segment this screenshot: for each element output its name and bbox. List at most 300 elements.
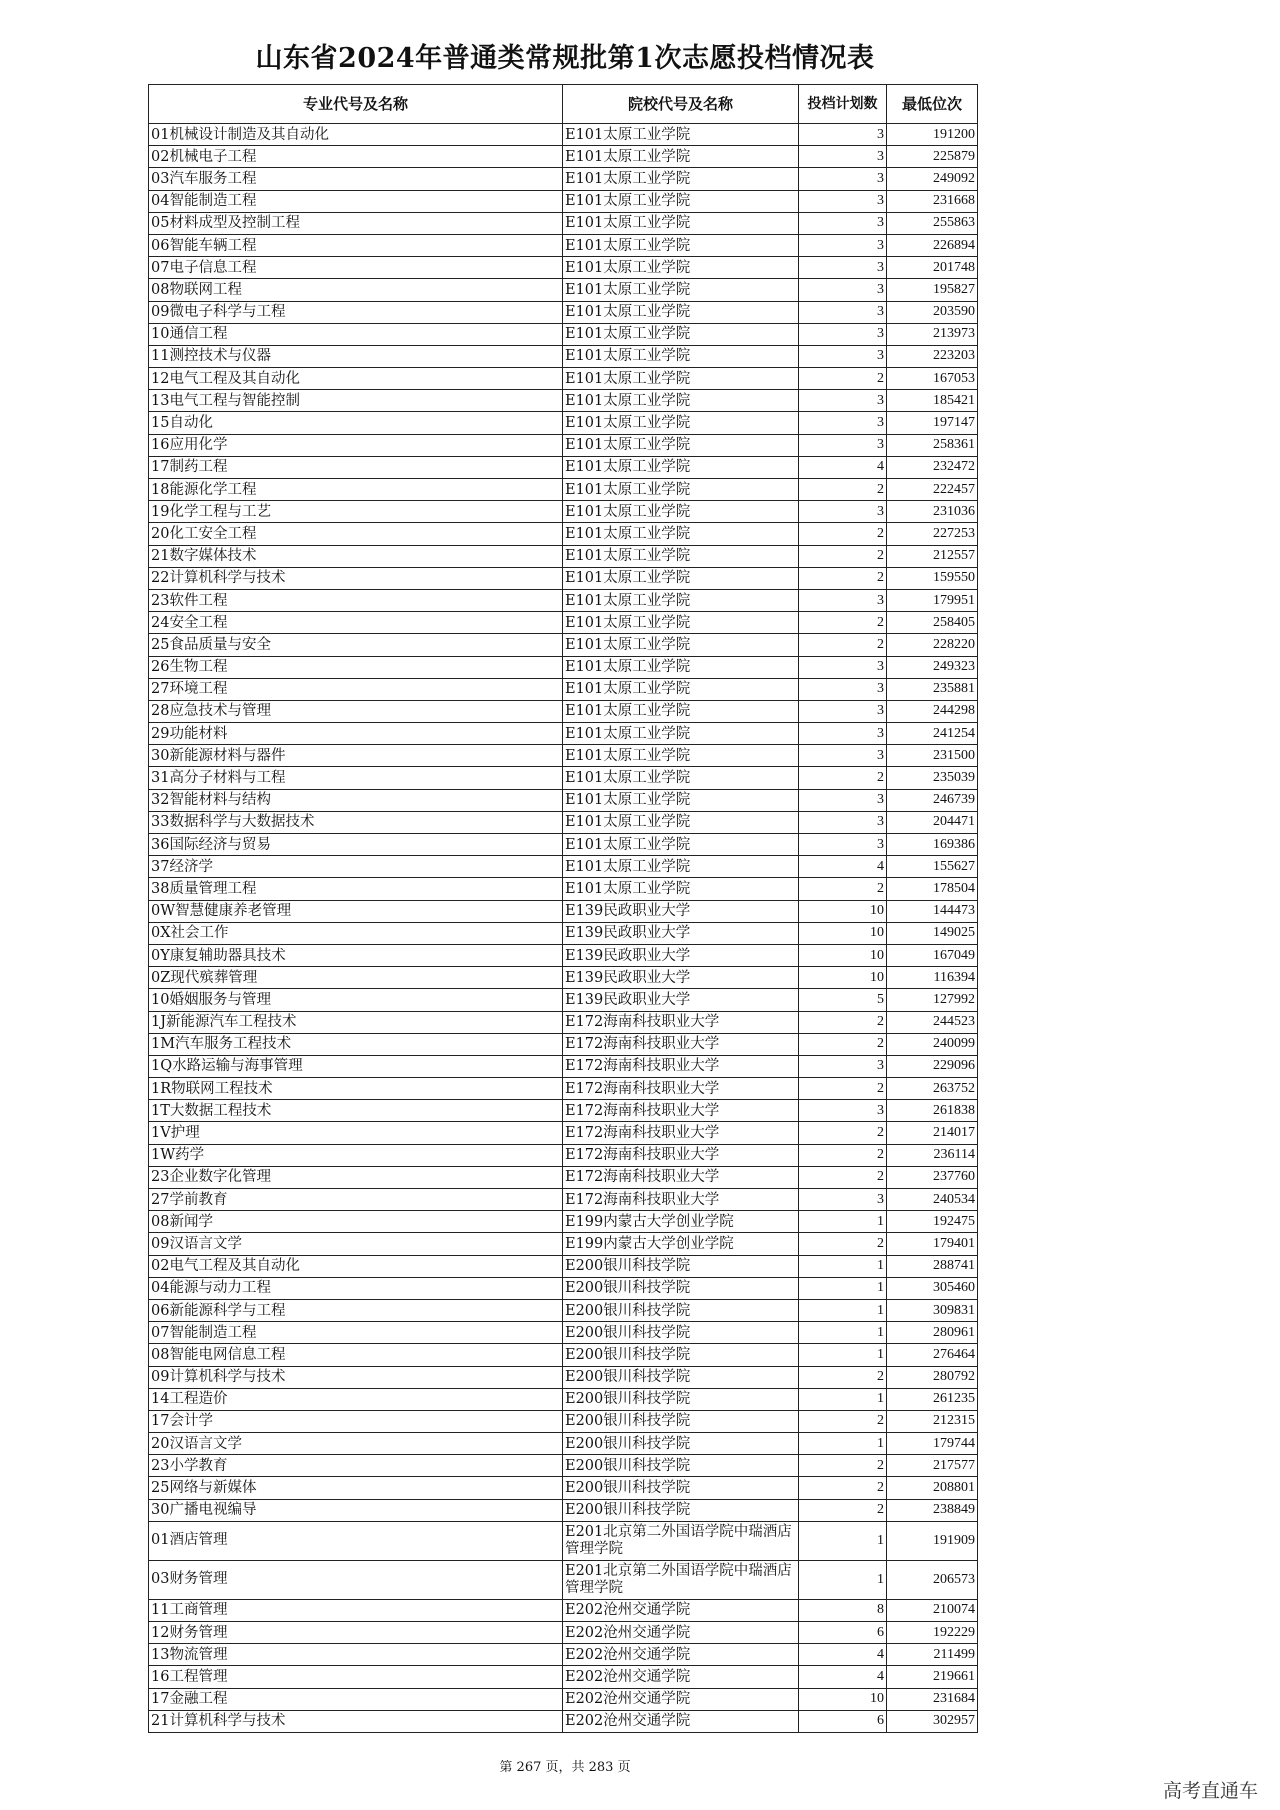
cell-min-rank: 211499 — [887, 1644, 978, 1666]
cell-min-rank: 231036 — [887, 501, 978, 523]
cell-min-rank: 223203 — [887, 345, 978, 367]
cell-major: 08物联网工程 — [149, 279, 563, 301]
cell-major: 28应急技术与管理 — [149, 700, 563, 722]
cell-school: E200银川科技学院 — [563, 1277, 799, 1299]
cell-min-rank: 249323 — [887, 656, 978, 678]
cell-major: 1M汽车服务工程技术 — [149, 1033, 563, 1055]
cell-plan-count: 8 — [799, 1599, 887, 1621]
table-row — [149, 390, 978, 412]
cell-major: 27学前教育 — [149, 1189, 563, 1211]
table-row — [149, 1622, 978, 1644]
cell-major: 20化工安全工程 — [149, 523, 563, 545]
cell-min-rank: 244523 — [887, 1011, 978, 1033]
cell-plan-count: 3 — [799, 212, 887, 234]
cell-plan-count: 1 — [799, 1277, 887, 1299]
cell-min-rank: 144473 — [887, 900, 978, 922]
cell-school: E101太原工业学院 — [563, 589, 799, 611]
cell-major: 30新能源材料与器件 — [149, 745, 563, 767]
cell-plan-count: 2 — [799, 1011, 887, 1033]
cell-min-rank: 255863 — [887, 212, 978, 234]
table-row — [149, 1560, 978, 1599]
cell-major: 0X社会工作 — [149, 922, 563, 944]
cell-plan-count: 4 — [799, 1644, 887, 1666]
table-row — [149, 212, 978, 234]
table-row — [149, 545, 978, 567]
cell-min-rank: 167049 — [887, 944, 978, 966]
cell-major: 37经济学 — [149, 856, 563, 878]
cell-plan-count: 3 — [799, 501, 887, 523]
cell-major: 07电子信息工程 — [149, 257, 563, 279]
cell-school: E172海南科技职业大学 — [563, 1144, 799, 1166]
table-row — [149, 900, 978, 922]
cell-plan-count: 3 — [799, 234, 887, 256]
cell-min-rank: 201748 — [887, 257, 978, 279]
table-row — [149, 878, 978, 900]
cell-min-rank: 195827 — [887, 279, 978, 301]
table-row — [149, 1299, 978, 1321]
table-row — [149, 1666, 978, 1688]
cell-min-rank: 231668 — [887, 190, 978, 212]
cell-school: E199内蒙古大学创业学院 — [563, 1211, 799, 1233]
cell-plan-count: 3 — [799, 834, 887, 856]
table-row — [149, 146, 978, 168]
cell-major: 0Z现代殡葬管理 — [149, 967, 563, 989]
cell-school: E200银川科技学院 — [563, 1299, 799, 1321]
header-school: 院校代号及名称 — [563, 85, 799, 124]
cell-major: 17制药工程 — [149, 456, 563, 478]
cell-school: E101太原工业学院 — [563, 678, 799, 700]
table-row — [149, 944, 978, 966]
cell-major: 38质量管理工程 — [149, 878, 563, 900]
cell-plan-count: 3 — [799, 1189, 887, 1211]
cell-plan-count: 3 — [799, 146, 887, 168]
page-title: 山东省2024年普通类常规批第1次志愿投档情况表 — [255, 43, 875, 74]
cell-school: E172海南科技职业大学 — [563, 1078, 799, 1100]
cell-school: E101太原工业学院 — [563, 234, 799, 256]
table-row — [149, 1710, 978, 1732]
admission-table — [148, 84, 978, 1733]
cell-school: E202沧州交通学院 — [563, 1710, 799, 1732]
table-row — [149, 279, 978, 301]
cell-major: 1R物联网工程技术 — [149, 1078, 563, 1100]
cell-plan-count: 2 — [799, 634, 887, 656]
cell-school: E101太原工业学院 — [563, 811, 799, 833]
table-row — [149, 1011, 978, 1033]
table-row — [149, 1410, 978, 1432]
cell-major: 1Q水路运输与海事管理 — [149, 1055, 563, 1077]
table-row — [149, 1499, 978, 1521]
table-row — [149, 1211, 978, 1233]
cell-school: E200银川科技学院 — [563, 1499, 799, 1521]
cell-school: E101太原工业学院 — [563, 212, 799, 234]
cell-plan-count: 5 — [799, 989, 887, 1011]
table-row — [149, 745, 978, 767]
cell-major: 04能源与动力工程 — [149, 1277, 563, 1299]
cell-major: 11工商管理 — [149, 1599, 563, 1621]
cell-min-rank: 249092 — [887, 168, 978, 190]
cell-major: 07智能制造工程 — [149, 1322, 563, 1344]
cell-major: 0Y康复辅助器具技术 — [149, 944, 563, 966]
cell-major: 30广播电视编导 — [149, 1499, 563, 1521]
cell-school: E101太原工业学院 — [563, 257, 799, 279]
cell-major: 33数据科学与大数据技术 — [149, 811, 563, 833]
cell-major: 31高分子材料与工程 — [149, 767, 563, 789]
cell-min-rank: 305460 — [887, 1277, 978, 1299]
cell-plan-count: 2 — [799, 612, 887, 634]
watermark-logo: 高考直通车 — [1162, 1780, 1258, 1802]
cell-plan-count: 2 — [799, 1366, 887, 1388]
cell-plan-count: 2 — [799, 878, 887, 900]
cell-school: E101太原工业学院 — [563, 146, 799, 168]
table-row — [149, 124, 978, 146]
table-row — [149, 1166, 978, 1188]
cell-school: E200银川科技学院 — [563, 1388, 799, 1410]
cell-school: E101太原工业学院 — [563, 434, 799, 456]
table-row — [149, 323, 978, 345]
cell-min-rank: 261235 — [887, 1388, 978, 1410]
cell-major: 0W智慧健康养老管理 — [149, 900, 563, 922]
cell-school: E172海南科技职业大学 — [563, 1100, 799, 1122]
table-row — [149, 412, 978, 434]
cell-plan-count: 3 — [799, 434, 887, 456]
table-row — [149, 523, 978, 545]
cell-min-rank: 237760 — [887, 1166, 978, 1188]
cell-major: 05材料成型及控制工程 — [149, 212, 563, 234]
cell-plan-count: 3 — [799, 678, 887, 700]
cell-min-rank: 261838 — [887, 1100, 978, 1122]
cell-plan-count: 2 — [799, 567, 887, 589]
cell-school: E200银川科技学院 — [563, 1255, 799, 1277]
cell-major: 09微电子科学与工程 — [149, 301, 563, 323]
cell-major: 02电气工程及其自动化 — [149, 1255, 563, 1277]
cell-plan-count: 1 — [799, 1211, 887, 1233]
table-row — [149, 1688, 978, 1710]
cell-major: 25食品质量与安全 — [149, 634, 563, 656]
cell-school: E202沧州交通学院 — [563, 1688, 799, 1710]
cell-school: E101太原工业学院 — [563, 789, 799, 811]
cell-plan-count: 3 — [799, 257, 887, 279]
cell-major: 26生物工程 — [149, 656, 563, 678]
cell-min-rank: 232472 — [887, 456, 978, 478]
table-row — [149, 656, 978, 678]
cell-school: E139民政职业大学 — [563, 900, 799, 922]
cell-min-rank: 197147 — [887, 412, 978, 434]
cell-school: E139民政职业大学 — [563, 944, 799, 966]
cell-major: 01机械设计制造及其自动化 — [149, 124, 563, 146]
cell-min-rank: 226894 — [887, 234, 978, 256]
cell-min-rank: 127992 — [887, 989, 978, 1011]
cell-school: E201北京第二外国语学院中瑞酒店管理学院 — [563, 1560, 799, 1599]
cell-min-rank: 229096 — [887, 1055, 978, 1077]
table-row — [149, 1055, 978, 1077]
cell-min-rank: 179401 — [887, 1233, 978, 1255]
table-row — [149, 190, 978, 212]
header-min-rank: 最低位次 — [887, 85, 978, 124]
cell-plan-count: 10 — [799, 967, 887, 989]
cell-plan-count: 2 — [799, 1144, 887, 1166]
cell-plan-count: 6 — [799, 1622, 887, 1644]
cell-major: 1T大数据工程技术 — [149, 1100, 563, 1122]
cell-min-rank: 276464 — [887, 1344, 978, 1366]
cell-plan-count: 3 — [799, 700, 887, 722]
cell-plan-count: 2 — [799, 1233, 887, 1255]
cell-min-rank: 206573 — [887, 1560, 978, 1599]
cell-plan-count: 1 — [799, 1560, 887, 1599]
cell-plan-count: 10 — [799, 944, 887, 966]
cell-school: E101太原工业学院 — [563, 745, 799, 767]
cell-min-rank: 191200 — [887, 124, 978, 146]
cell-min-rank: 227253 — [887, 523, 978, 545]
cell-school: E101太原工业学院 — [563, 279, 799, 301]
cell-school: E101太原工业学院 — [563, 834, 799, 856]
cell-school: E101太原工业学院 — [563, 190, 799, 212]
cell-min-rank: 280792 — [887, 1366, 978, 1388]
cell-major: 19化学工程与工艺 — [149, 501, 563, 523]
cell-school: E101太原工业学院 — [563, 345, 799, 367]
cell-min-rank: 185421 — [887, 390, 978, 412]
cell-school: E172海南科技职业大学 — [563, 1122, 799, 1144]
cell-school: E101太原工业学院 — [563, 301, 799, 323]
cell-min-rank: 179744 — [887, 1433, 978, 1455]
table-row — [149, 1521, 978, 1560]
cell-major: 03汽车服务工程 — [149, 168, 563, 190]
table-header — [149, 85, 978, 124]
cell-min-rank: 219661 — [887, 1666, 978, 1688]
cell-min-rank: 116394 — [887, 967, 978, 989]
cell-school: E202沧州交通学院 — [563, 1644, 799, 1666]
cell-major: 03财务管理 — [149, 1560, 563, 1599]
cell-min-rank: 240534 — [887, 1189, 978, 1211]
cell-major: 23小学教育 — [149, 1455, 563, 1477]
cell-major: 16应用化学 — [149, 434, 563, 456]
cell-min-rank: 240099 — [887, 1033, 978, 1055]
cell-plan-count: 2 — [799, 1455, 887, 1477]
cell-plan-count: 2 — [799, 1499, 887, 1521]
header-plan-count: 投档计划数 — [799, 85, 887, 124]
table-row — [149, 634, 978, 656]
cell-major: 24安全工程 — [149, 612, 563, 634]
cell-school: E172海南科技职业大学 — [563, 1189, 799, 1211]
table-row — [149, 1189, 978, 1211]
table-row — [149, 1255, 978, 1277]
cell-min-rank: 203590 — [887, 301, 978, 323]
cell-plan-count: 2 — [799, 479, 887, 501]
cell-min-rank: 309831 — [887, 1299, 978, 1321]
cell-min-rank: 228220 — [887, 634, 978, 656]
cell-school: E201北京第二外国语学院中瑞酒店管理学院 — [563, 1521, 799, 1560]
cell-school: E101太原工业学院 — [563, 368, 799, 390]
cell-major: 08智能电网信息工程 — [149, 1344, 563, 1366]
header-row — [149, 85, 978, 124]
table-row — [149, 1366, 978, 1388]
cell-school: E139民政职业大学 — [563, 989, 799, 1011]
table-row — [149, 789, 978, 811]
cell-plan-count: 2 — [799, 767, 887, 789]
cell-school: E101太原工业学院 — [563, 723, 799, 745]
cell-plan-count: 1 — [799, 1322, 887, 1344]
cell-major: 1W药学 — [149, 1144, 563, 1166]
cell-min-rank: 212315 — [887, 1410, 978, 1432]
cell-major: 10婚姻服务与管理 — [149, 989, 563, 1011]
cell-min-rank: 169386 — [887, 834, 978, 856]
cell-school: E101太原工业学院 — [563, 390, 799, 412]
cell-min-rank: 204471 — [887, 811, 978, 833]
cell-school: E172海南科技职业大学 — [563, 1055, 799, 1077]
cell-min-rank: 191909 — [887, 1521, 978, 1560]
cell-major: 06新能源科学与工程 — [149, 1299, 563, 1321]
cell-plan-count: 1 — [799, 1344, 887, 1366]
table-row — [149, 168, 978, 190]
cell-plan-count: 2 — [799, 1078, 887, 1100]
cell-school: E202沧州交通学院 — [563, 1666, 799, 1688]
cell-min-rank: 149025 — [887, 922, 978, 944]
cell-major: 09计算机科学与技术 — [149, 1366, 563, 1388]
page-footer: 第 267 页，共 283 页 — [499, 1760, 631, 1775]
cell-plan-count: 2 — [799, 523, 887, 545]
cell-min-rank: 231684 — [887, 1688, 978, 1710]
cell-major: 17会计学 — [149, 1410, 563, 1432]
table-row — [149, 589, 978, 611]
cell-plan-count: 3 — [799, 589, 887, 611]
cell-plan-count: 3 — [799, 811, 887, 833]
cell-min-rank: 246739 — [887, 789, 978, 811]
cell-school: E200银川科技学院 — [563, 1366, 799, 1388]
cell-plan-count: 3 — [799, 1100, 887, 1122]
cell-min-rank: 210074 — [887, 1599, 978, 1621]
cell-plan-count: 2 — [799, 1410, 887, 1432]
table-row — [149, 1455, 978, 1477]
cell-min-rank: 244298 — [887, 700, 978, 722]
cell-major: 02机械电子工程 — [149, 146, 563, 168]
cell-plan-count: 3 — [799, 279, 887, 301]
cell-plan-count: 10 — [799, 922, 887, 944]
cell-school: E101太原工业学院 — [563, 878, 799, 900]
cell-major: 13电气工程与智能控制 — [149, 390, 563, 412]
cell-major: 1V护理 — [149, 1122, 563, 1144]
cell-major: 29功能材料 — [149, 723, 563, 745]
cell-plan-count: 2 — [799, 1166, 887, 1188]
cell-plan-count: 3 — [799, 745, 887, 767]
cell-plan-count: 3 — [799, 168, 887, 190]
cell-plan-count: 3 — [799, 723, 887, 745]
cell-plan-count: 3 — [799, 190, 887, 212]
cell-school: E101太原工业学院 — [563, 634, 799, 656]
cell-major: 06智能车辆工程 — [149, 234, 563, 256]
cell-school: E139民政职业大学 — [563, 922, 799, 944]
table-row — [149, 1644, 978, 1666]
cell-plan-count: 4 — [799, 1666, 887, 1688]
cell-school: E101太原工业学院 — [563, 412, 799, 434]
cell-major: 16工程管理 — [149, 1666, 563, 1688]
cell-school: E101太原工业学院 — [563, 700, 799, 722]
cell-school: E172海南科技职业大学 — [563, 1166, 799, 1188]
cell-min-rank: 155627 — [887, 856, 978, 878]
table-row — [149, 1433, 978, 1455]
cell-min-rank: 288741 — [887, 1255, 978, 1277]
cell-min-rank: 231500 — [887, 745, 978, 767]
cell-major: 09汉语言文学 — [149, 1233, 563, 1255]
cell-school: E101太原工业学院 — [563, 479, 799, 501]
cell-min-rank: 208801 — [887, 1477, 978, 1499]
table-row — [149, 1233, 978, 1255]
cell-min-rank: 214017 — [887, 1122, 978, 1144]
cell-plan-count: 3 — [799, 301, 887, 323]
cell-school: E101太原工业学院 — [563, 501, 799, 523]
cell-major: 08新闻学 — [149, 1211, 563, 1233]
table-row — [149, 1277, 978, 1299]
table-row — [149, 1122, 978, 1144]
table-row — [149, 1078, 978, 1100]
cell-plan-count: 1 — [799, 1255, 887, 1277]
cell-major: 23企业数字化管理 — [149, 1166, 563, 1188]
table-row — [149, 456, 978, 478]
table-row — [149, 1100, 978, 1122]
cell-min-rank: 217577 — [887, 1455, 978, 1477]
cell-major: 13物流管理 — [149, 1644, 563, 1666]
table-row — [149, 1477, 978, 1499]
table-row — [149, 1322, 978, 1344]
table-row — [149, 1388, 978, 1410]
cell-plan-count: 3 — [799, 656, 887, 678]
table-row — [149, 811, 978, 833]
cell-major: 23软件工程 — [149, 589, 563, 611]
table-row — [149, 234, 978, 256]
cell-major: 11测控技术与仪器 — [149, 345, 563, 367]
table-row — [149, 1033, 978, 1055]
cell-school: E101太原工业学院 — [563, 767, 799, 789]
cell-major: 22计算机科学与技术 — [149, 567, 563, 589]
cell-school: E101太原工业学院 — [563, 168, 799, 190]
cell-min-rank: 213973 — [887, 323, 978, 345]
cell-plan-count: 10 — [799, 1688, 887, 1710]
cell-school: E202沧州交通学院 — [563, 1622, 799, 1644]
table-row — [149, 723, 978, 745]
cell-major: 10通信工程 — [149, 323, 563, 345]
table-row — [149, 678, 978, 700]
cell-plan-count: 3 — [799, 412, 887, 434]
cell-major: 27环境工程 — [149, 678, 563, 700]
cell-plan-count: 4 — [799, 456, 887, 478]
cell-plan-count: 3 — [799, 789, 887, 811]
table-row — [149, 501, 978, 523]
cell-school: E101太原工业学院 — [563, 567, 799, 589]
table-row — [149, 834, 978, 856]
table-row — [149, 856, 978, 878]
cell-min-rank: 258405 — [887, 612, 978, 634]
cell-major: 1J新能源汽车工程技术 — [149, 1011, 563, 1033]
cell-school: E200银川科技学院 — [563, 1344, 799, 1366]
cell-min-rank: 280961 — [887, 1322, 978, 1344]
cell-school: E101太原工业学院 — [563, 124, 799, 146]
cell-min-rank: 179951 — [887, 589, 978, 611]
header-major: 专业代号及名称 — [149, 85, 563, 124]
cell-min-rank: 178504 — [887, 878, 978, 900]
table-row — [149, 345, 978, 367]
cell-school: E101太原工业学院 — [563, 323, 799, 345]
cell-min-rank: 159550 — [887, 567, 978, 589]
cell-plan-count: 2 — [799, 1033, 887, 1055]
cell-major: 21计算机科学与技术 — [149, 1710, 563, 1732]
cell-major: 01酒店管理 — [149, 1521, 563, 1560]
cell-major: 18能源化学工程 — [149, 479, 563, 501]
table-row — [149, 700, 978, 722]
cell-plan-count: 1 — [799, 1299, 887, 1321]
cell-school: E139民政职业大学 — [563, 967, 799, 989]
cell-school: E202沧州交通学院 — [563, 1599, 799, 1621]
table-row — [149, 989, 978, 1011]
cell-plan-count: 3 — [799, 124, 887, 146]
cell-plan-count: 3 — [799, 323, 887, 345]
